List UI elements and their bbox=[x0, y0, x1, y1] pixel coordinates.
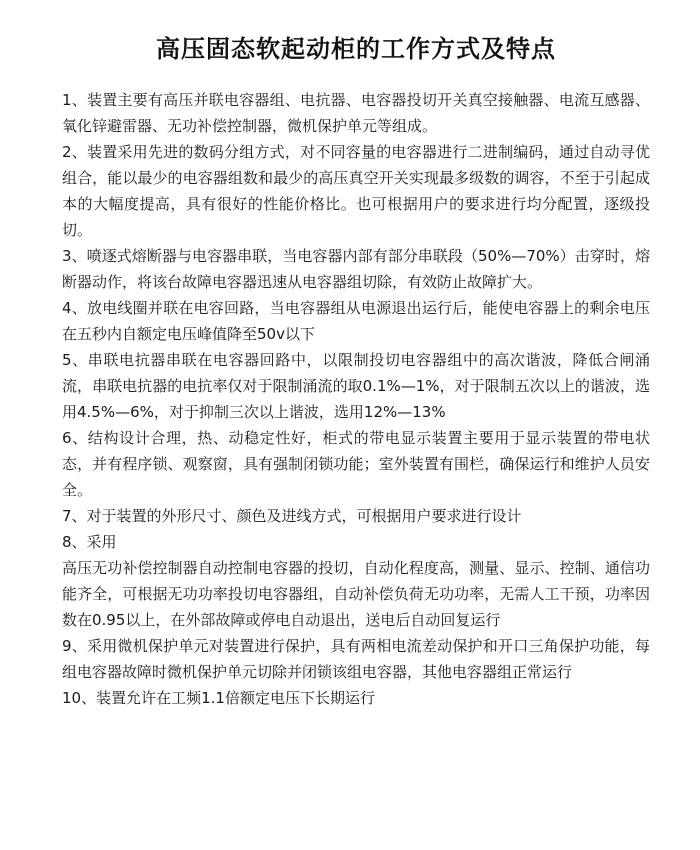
feature-item-7: 7、对于装置的外形尺寸、颜色及进线方式，可根据用户要求进行设计 bbox=[62, 507, 522, 526]
feature-item-2: 2、装置采用先进的数码分组方式，对不同容量的电容器进行二进制编码，通过自动寻优组合，能以最少的电容器组数和最少的高压真空开关实现最多级数的调容，不至于引起成本的大幅度提高，具有很好的性能价格比。也可根据用户的要求进行均分配置，逐级投切。 bbox=[62, 143, 650, 240]
document-title: 高压固态软起动柜的工作方式及特点 bbox=[156, 35, 556, 63]
feature-item-4: 4、放电线圈并联在电容回路，当电容器组从电源退出运行后，能使电容器上的剩余电压在五秒内自额定电压峰值降至50v以下 bbox=[62, 299, 650, 344]
feature-item-1: 1、装置主要有高压并联电容器组、电抗器、电容器投切开关真空接触器、电流互感器、氧化锌避雷器、无功补偿控制器，微机保护单元等组成。 bbox=[62, 91, 650, 136]
feature-item-6: 6、结构设计合理，热、动稳定性好，柜式的带电显示装置主要用于显示装置的带电状态，并有程序锁、观察窗，具有强制闭锁功能；室外装置有围栏，确保运行和维护人员安全。 bbox=[62, 429, 650, 500]
feature-item-10: 10、装置允许在工频1.1倍额定电压下长期运行 bbox=[62, 689, 375, 708]
feature-list bbox=[62, 87, 650, 711]
feature-item-5: 5、串联电抗器串联在电容器回路中，以限制投切电容器组中的高次谐波，降低合闸涌流，串联电抗器的电抗率仅对于限制涌流的取0.1%—1%，对于限制五次以上的谐波，选用4.5%—6%，对于抑制三次以上谐波，选用12%—13% bbox=[62, 351, 650, 422]
feature-item-8-body: 高压无功补偿控制器自动控制电容器的投切，自动化程度高，测量、显示、控制、通信功能齐全，可根据无功功率投切电容器组，自动补偿负荷无功功率，无需人工干预，功率因数在0.95以上，在外部故障或停电自动退出，送电后自动回复运行 bbox=[62, 559, 650, 630]
feature-item-8-heading: 8、采用 bbox=[62, 533, 117, 552]
feature-item-9: 9、采用微机保护单元对装置进行保护，具有两相电流差动保护和开口三角保护功能，每组电容器故障时微机保护单元切除并闭锁该组电容器，其他电容器组正常运行 bbox=[62, 637, 650, 682]
feature-item-3: 3、喷逐式熔断器与电容器串联，当电容器内部有部分串联段（50%—70%）击穿时，熔断器动作，将该台故障电容器迅速从电容器组切除，有效防止故障扩大。 bbox=[62, 247, 650, 292]
